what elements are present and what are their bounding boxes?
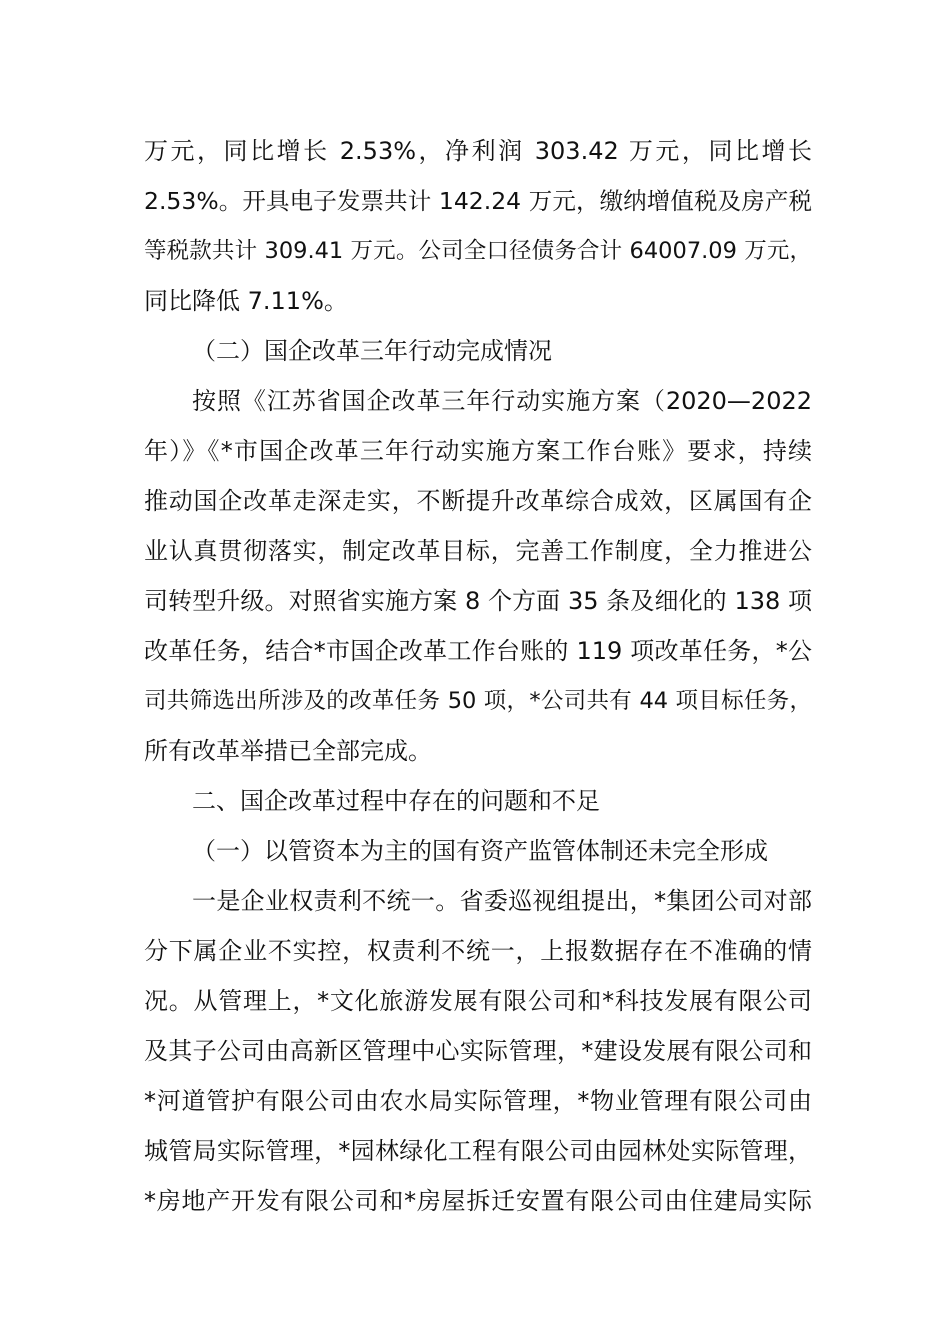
paragraph-first-line: 一是企业权责利不统一。省委巡视组提出，*集团公司对部 [192, 887, 812, 915]
body-text-line: 业认真贯彻落实，制定改革目标，完善工作制度，全力推进公 [144, 537, 812, 565]
body-text-line: 司转型升级。对照省实施方案 8 个方面 35 条及细化的 138 项 [144, 587, 812, 615]
paragraph-first-line: 按照《江苏省国企改革三年行动实施方案（2020—2022 [192, 387, 812, 415]
body-text-line: 万元，同比增长 2.53%，净利润 303.42 万元，同比增长 [144, 137, 812, 165]
body-text-line: 等税款共计 309.41 万元。公司全口径债务合计 64007.09 万元， [144, 238, 812, 264]
chapter-heading: 二、国企改革过程中存在的问题和不足 [192, 787, 600, 815]
body-text-line: *河道管护有限公司由农水局实际管理，*物业管理有限公司由 [144, 1087, 812, 1115]
body-text-line: 2.53%。开具电子发票共计 142.24 万元，缴纳增值税及房产税 [144, 187, 812, 215]
body-text-line: 改革任务，结合*市国企改革工作台账的 119 项改革任务，*公 [144, 637, 812, 665]
body-text-line: 况。从管理上，*文化旅游发展有限公司和*科技发展有限公司 [144, 987, 812, 1015]
body-text-line: 城管局实际管理，*园林绿化工程有限公司由园林处实际管理， [144, 1137, 812, 1165]
body-text-line: 分下属企业不实控，权责利不统一，上报数据存在不准确的情 [144, 937, 812, 965]
section-heading: （二）国企改革三年行动完成情况 [192, 337, 552, 365]
body-text-line: 推动国企改革走深走实，不断提升改革综合成效，区属国有企 [144, 487, 812, 515]
section-heading: （一）以管资本为主的国有资产监管体制还未完全形成 [192, 837, 768, 865]
body-text-line: 所有改革举措已全部完成。 [144, 737, 432, 765]
body-text-line: 及其子公司由高新区管理中心实际管理，*建设发展有限公司和 [144, 1037, 812, 1065]
body-text-line: 司共筛选出所涉及的改革任务 50 项，*公司共有 44 项目标任务， [144, 688, 812, 714]
body-text-line: 同比降低 7.11%。 [144, 287, 348, 315]
body-text-line: 年）》《*市国企改革三年行动实施方案工作台账》要求，持续 [144, 437, 812, 465]
body-text-line: *房地产开发有限公司和*房屋拆迁安置有限公司由住建局实际 [144, 1187, 812, 1215]
